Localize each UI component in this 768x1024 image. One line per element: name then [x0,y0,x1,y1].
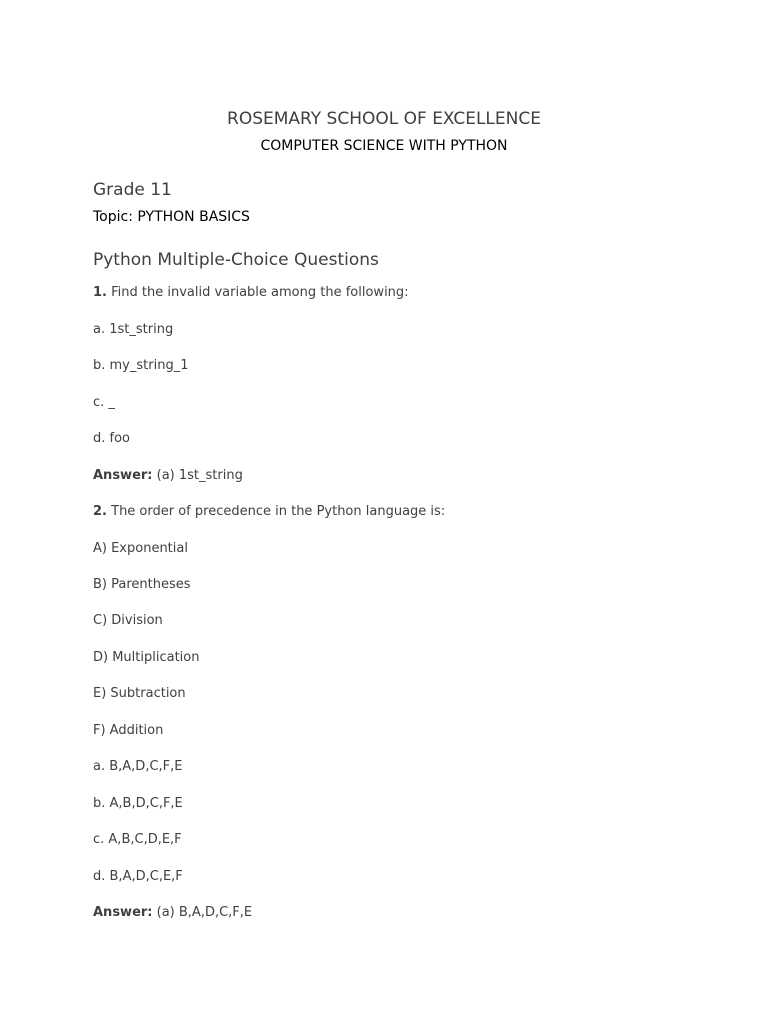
question-number: 2. [93,504,107,519]
precedence-item: F) Addition [93,723,164,738]
precedence-item: A) Exponential [93,541,188,556]
answer-2 [93,904,252,922]
question-1 [93,284,409,302]
choice-item: c. A,B,C,D,E,F [93,832,182,847]
grade-label: Grade 11 [93,180,172,200]
precedence-item: D) Multiplication [93,650,200,665]
question-text: Find the invalid variable among the following: [111,285,409,300]
topic-label: Topic: PYTHON BASICS [93,209,250,225]
choice-item: b. A,B,D,C,F,E [93,796,183,811]
school-name: ROSEMARY SCHOOL OF EXCELLENCE [227,109,541,129]
precedence-item: C) Division [93,613,163,628]
course-name: COMPUTER SCIENCE WITH PYTHON [260,138,508,154]
answer-label: Answer: [93,905,153,920]
question-2 [93,503,445,521]
question-number: 1. [93,285,107,300]
answer-1 [93,467,243,485]
choice-item: a. B,A,D,C,F,E [93,759,183,774]
precedence-item: E) Subtraction [93,686,186,701]
choice-item: a. 1st_string [93,322,174,337]
answer-text: (a) B,A,D,C,F,E [156,905,253,920]
answer-label: Answer: [93,468,153,483]
choice-item: c. _ [93,395,115,410]
question-text: The order of precedence in the Python language is: [111,504,446,519]
choice-item: d. foo [93,431,131,446]
section-heading: Python Multiple-Choice Questions [93,250,379,270]
answer-text: (a) 1st_string [156,468,243,483]
choice-item: b. my_string_1 [93,358,189,373]
precedence-item: B) Parentheses [93,577,191,592]
choice-item: d. B,A,D,C,E,F [93,869,183,884]
